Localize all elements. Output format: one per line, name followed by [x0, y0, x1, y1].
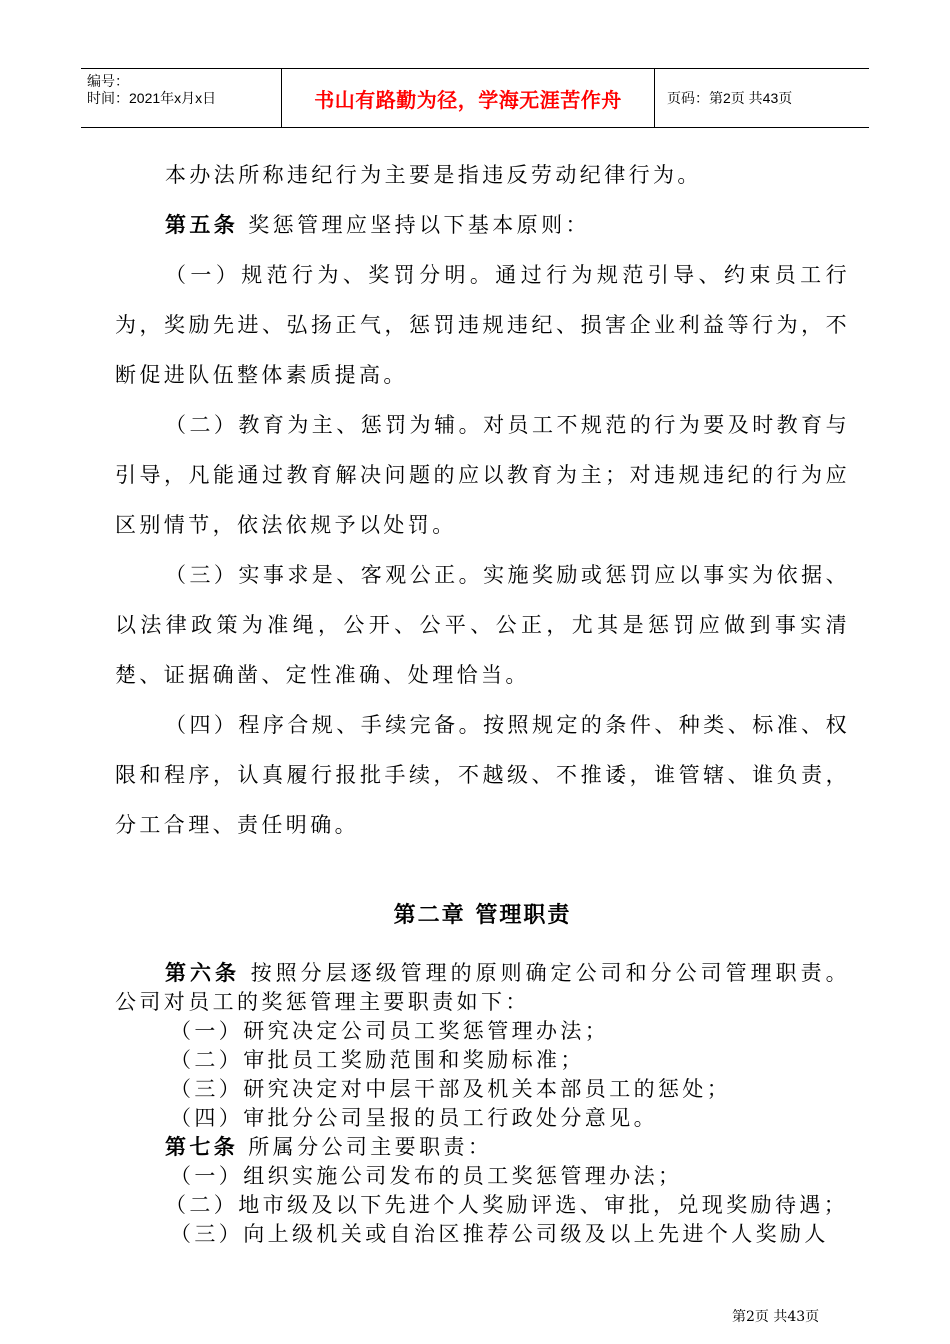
header-time: 时间：2021年x月x日: [87, 90, 217, 106]
article-6-title: 第六条: [165, 961, 240, 985]
article-7-text: 所属分公司主要职责：: [238, 1135, 493, 1159]
document-body: [115, 150, 850, 1249]
chapter-heading: 第二章 管理职责: [393, 903, 572, 928]
principle-4: （四）程序合规、手续完备。按照规定的条件、种类、标准、权限和程序，认真履行报批手续，不越级、不推诿，谁管辖、谁负责，分工合理、责任明确。: [115, 713, 850, 837]
header-number: 编号：: [87, 73, 129, 89]
article-7: [115, 1133, 850, 1162]
header-page-number: 页码：第2页 共43页: [667, 90, 793, 106]
article-7-item: （三）向上级机关或自治区推荐公司级及以上先进个人奖励人: [170, 1222, 829, 1246]
article-5-text: 奖惩管理应坚持以下基本原则：: [238, 213, 590, 237]
article-6-item: （三）研究决定对中层干部及机关本部员工的惩处；: [170, 1077, 732, 1101]
principle-2: （二）教育为主、惩罚为辅。对员工不规范的行为要及时教育与引导，凡能通过教育解决问题的应以教育为主；对违规违纪的行为应区别情节，依法依规予以处罚。: [115, 413, 850, 537]
header-motto: 书山有路勤为径，学海无涯苦作舟: [282, 69, 655, 127]
principle-1: （一）规范行为、奖罚分明。通过行为规范引导、约束员工行为，奖励先进、弘扬正气，惩罚违规违纪、损害企业利益等行为，不断促进队伍整体素质提高。: [115, 263, 850, 387]
article-7-title: 第七条: [165, 1135, 239, 1159]
principle-3: （三）实事求是、客观公正。实施奖励或惩罚应以事实为依据、以法律政策为准绳，公开、公平、公正，尤其是惩罚应做到事实清楚、证据确凿、定性准确、处理恰当。: [115, 563, 850, 687]
article-5-title: 第五条: [165, 213, 239, 237]
paragraph-definition: 本办法所称违纪行为主要是指违反劳动纪律行为。: [165, 163, 702, 187]
article-6-item: （二）审批员工奖励范围和奖励标准；: [170, 1048, 585, 1072]
article-6-item: （四）审批分公司呈报的员工行政处分意见。: [170, 1106, 658, 1130]
article-7-item: （一）组织实施公司发布的员工奖惩管理办法；: [170, 1164, 683, 1188]
article-6-text: 按照分层逐级管理的原则确定公司和分公司管理职责。公司对员工的奖惩管理主要职责如下：: [115, 961, 850, 1014]
page-footer: 第2页 共43页: [732, 1309, 820, 1325]
page-header: [81, 68, 869, 128]
article-6-item: （一）研究决定公司员工奖惩管理办法；: [170, 1019, 610, 1043]
article-7-item: （二）地市级及以下先进个人奖励评选、审批，兑现奖励待遇；: [165, 1193, 849, 1217]
article-6: [115, 959, 850, 1017]
header-meta: [81, 69, 282, 127]
article-5: [115, 200, 850, 250]
